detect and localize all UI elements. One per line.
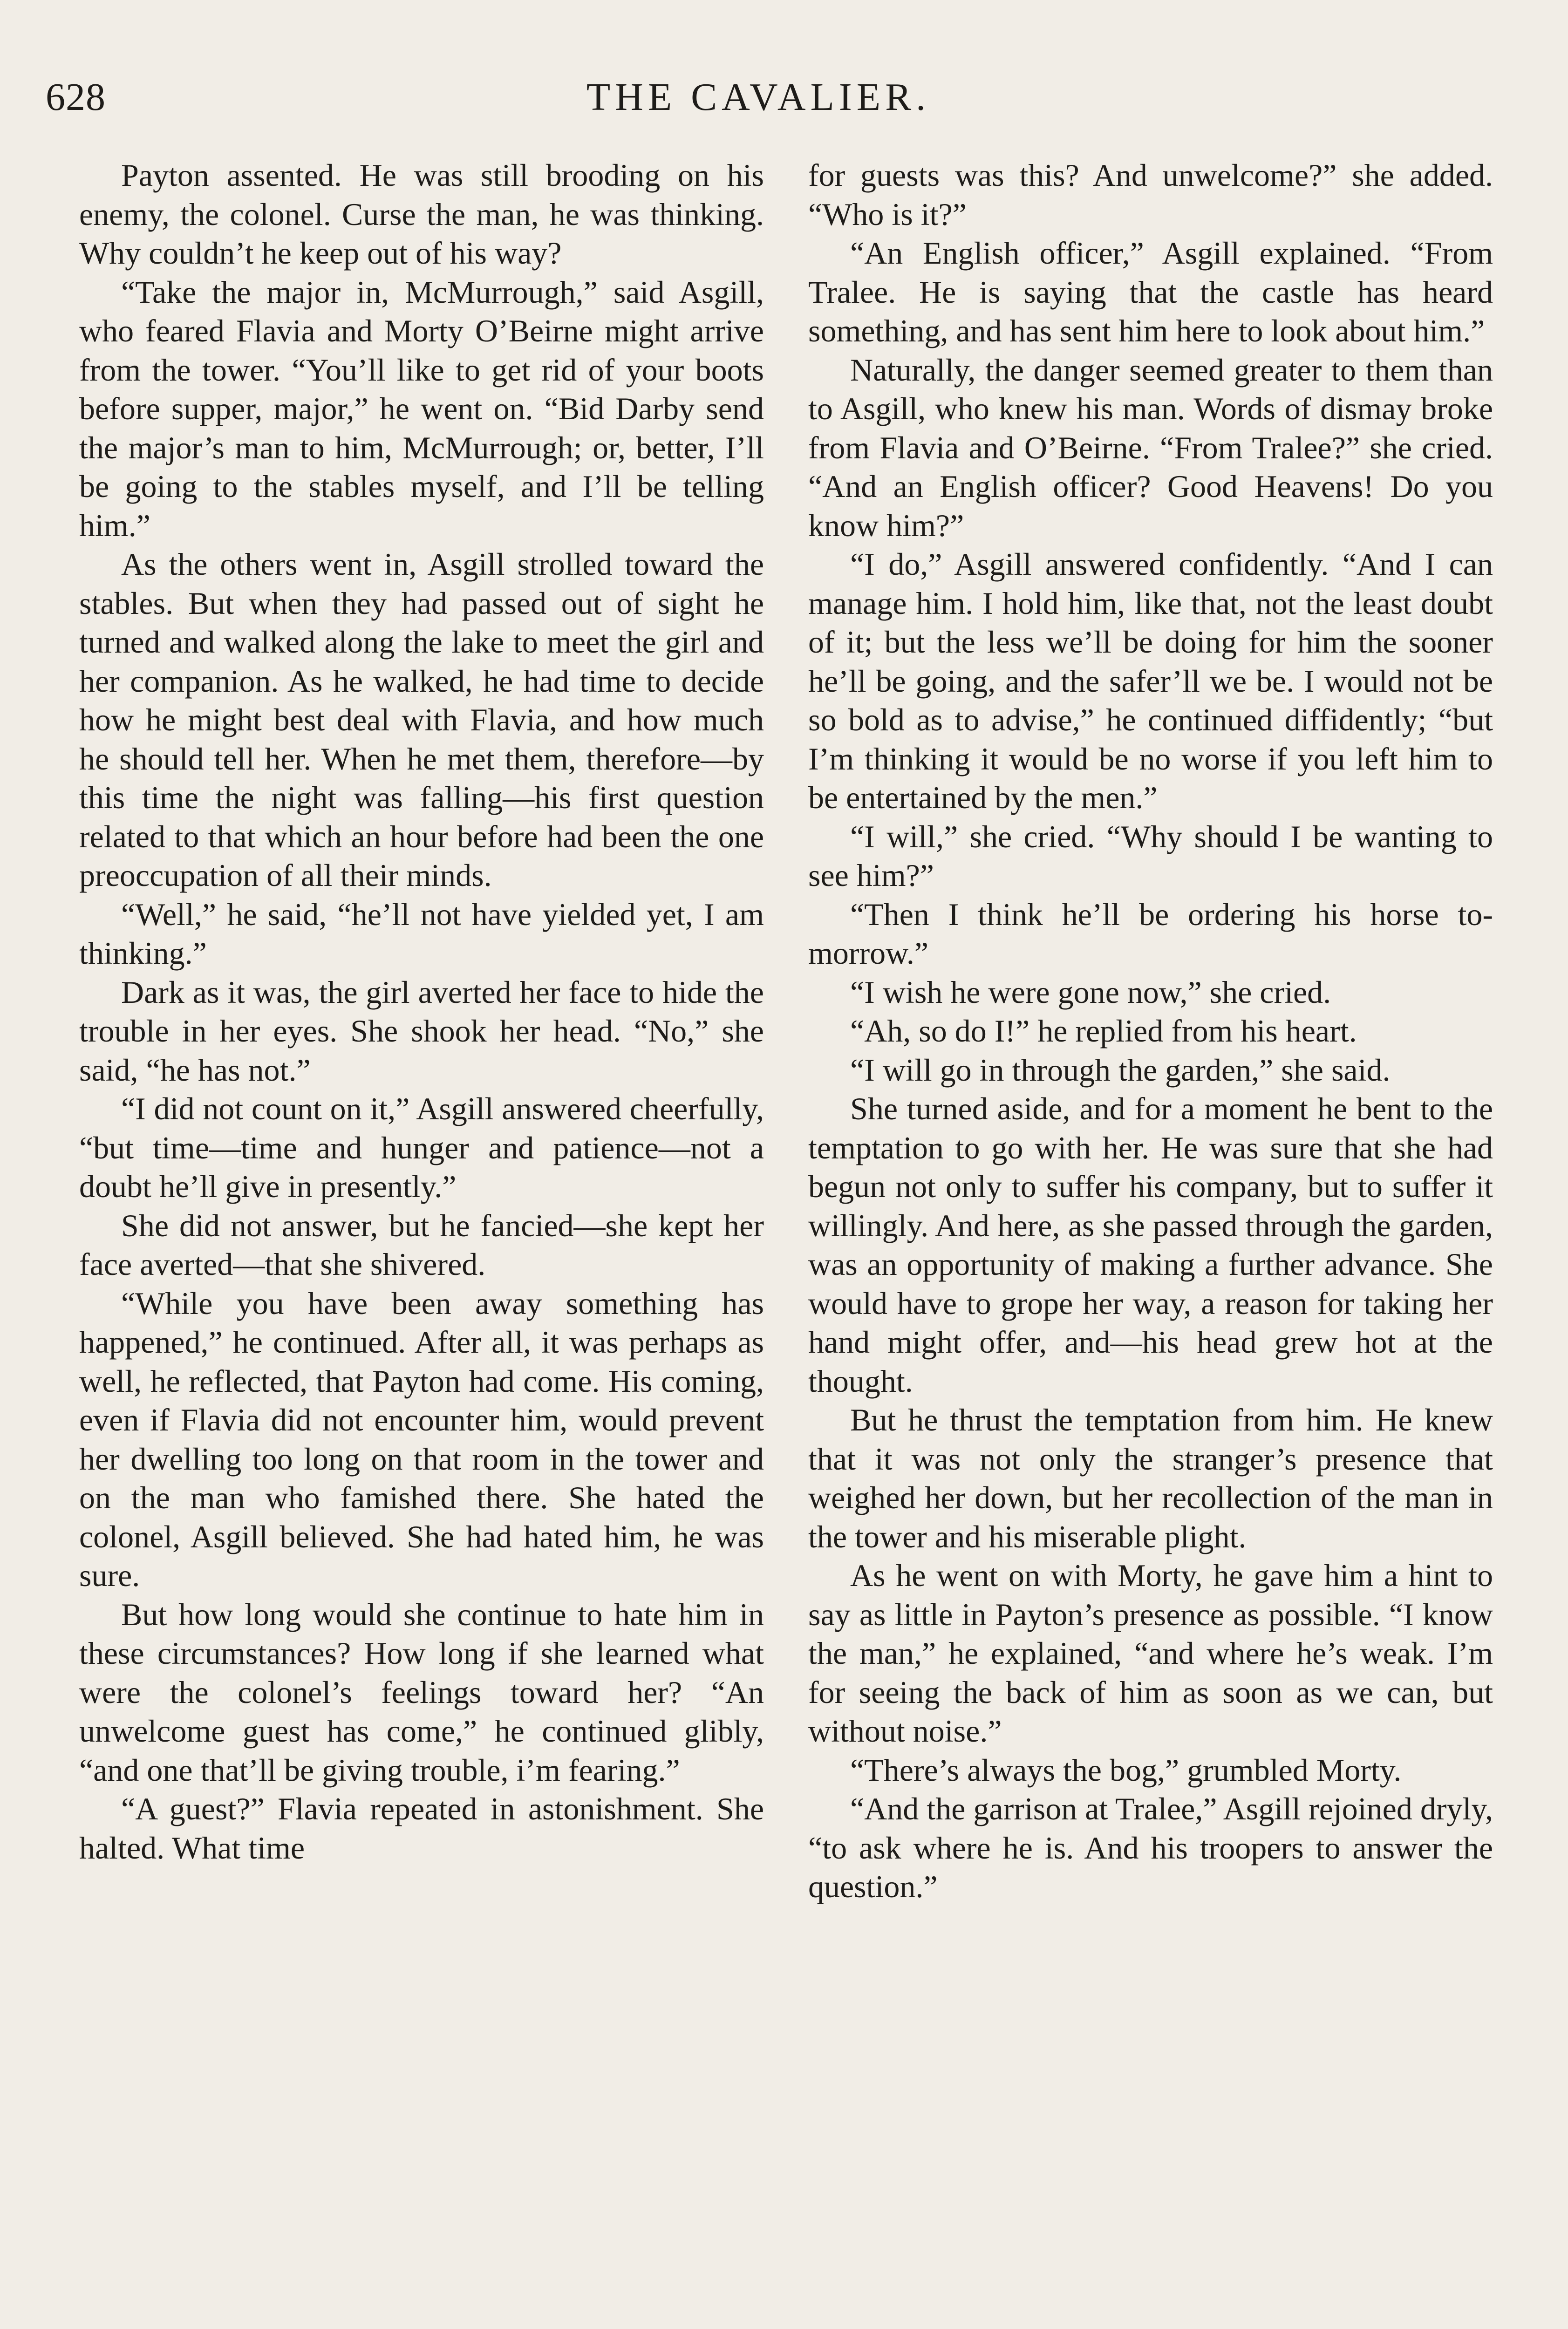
paragraph: She did not answer, but he fancied—she kept her face averted—that she shivered. [79, 1207, 764, 1282]
paragraph: “An English officer,” Asgill explained. “From Tralee. He is saying that the castle has heard something, and has sent him here to look about him.” [808, 235, 1493, 348]
paragraph: “Take the major in, McMurrough,” said Asgill, who feared Flavia and Morty O’Beirne might arrive from the tower. “You’ll like to get rid of your boots before supper, major,” he went on. “Bid Darby send the major’s man to him, McMurrough; or, better, I’ll be going to the stables myself, and I’ll be telling him.” [79, 274, 764, 543]
paragraph: “I will go in through the garden,” she said. [850, 1052, 1391, 1088]
paragraph: “I will,” she cried. “Why should I be wanting to see him?” [808, 818, 1493, 893]
paragraph: As he went on with Morty, he gave him a hint to say as little in Payton’s presence as possible. “I know the man,” he explained, “and where he’s weak. I’m for seeing the back of him as soon as we can, but without noise.” [808, 1558, 1493, 1749]
paragraph: “I did not count on it,” Asgill answered cheerfully, “but time—time and hunger and patience—not a doubt he’ll give in presently.” [79, 1091, 764, 1204]
paragraph: But he thrust the temptation from him. He knew that it was not only the stranger’s presence that weighed her down, but her recollection of the man in the tower and his miserable plight. [808, 1402, 1493, 1554]
paragraph: She turned aside, and for a moment he bent to the temptation to go with her. He was sure that she had begun not only to suffer his company, but to suffer it willingly. And here, as she passed through the garden, was an opportunity of making a further advance. She would have to grope her way, a reason for taking her hand might offer, and—his head grew hot at the thought. [808, 1091, 1493, 1399]
paragraph: “A guest?” Flavia repeated in astonishment. She halted. What time [79, 1791, 764, 1866]
paragraph: “Then I think he’ll be ordering his horse to-morrow.” [808, 896, 1493, 971]
right-column [808, 156, 1493, 1907]
paragraph: As the others went in, Asgill strolled toward the stables. But when they had passed out of sight he turned and walked along the lake to meet the girl and her companion. As he walked, he had time to decide how he might best deal with Flavia, and how much he should tell her. When he met them, therefore—by this time the night was falling—his first question related to that which an hour before had been the one preoccupation of all their minds. [79, 546, 764, 893]
paragraph: Payton assented. He was still brooding on his enemy, the colonel. Curse the man, he was thinking. Why couldn’t he keep out of his way? [79, 157, 764, 271]
paragraph: But how long would she continue to hate him in these circumstances? How long if she learned what were the colonel’s feelings toward her? “An unwelcome guest has come,” he continued glibly, “and one that’ll be giving trouble, i’m fearing.” [79, 1596, 764, 1788]
paragraph: for guests was this? And unwelcome?” she added. “Who is it?” [808, 157, 1493, 232]
paragraph: “Well,” he said, “he’ll not have yielded yet, I am thinking.” [79, 896, 764, 971]
paragraph: Dark as it was, the girl averted her face to hide the trouble in her eyes. She shook her head. “No,” she said, “he has not.” [79, 974, 764, 1088]
paragraph: “There’s always the bog,” grumbled Morty. [850, 1752, 1402, 1788]
paragraph: “Ah, so do I!” he replied from his heart. [850, 1013, 1357, 1049]
left-column [79, 156, 764, 1867]
paragraph: “I wish he were gone now,” she cried. [850, 974, 1331, 1010]
paragraph: “While you have been away something has happened,” he continued. After all, it was perhaps as well, he reflected, that Payton had come. His coming, even if Flavia did not encounter him, would prevent her dwelling too long on that room in the tower and on the man who famished there. She hated the colonel, Asgill believed. She had hated him, he was sure. [79, 1285, 764, 1593]
paragraph: “I do,” Asgill answered confidently. “And I can manage him. I hold him, like that, not the least doubt of it; but the less we’ll be doing for him the sooner he’ll be going, and the safer’ll we be. I would not be so bold as to advise,” he continued diffidently; “but I’m thinking it would be no worse if you left him to be entertained by the men.” [808, 546, 1493, 815]
page-header [46, 70, 1471, 135]
paragraph: “And the garrison at Tralee,” Asgill rejoined dryly, “to ask where he is. And his troopers to answer the question.” [808, 1791, 1493, 1904]
paragraph: Naturally, the danger seemed greater to them than to Asgill, who knew his man. Words of dismay broke from Flavia and O’Beirne. “From Tralee?” she cried. “And an English officer? Good Heavens! Do you know him?” [808, 352, 1493, 543]
running-title: THE CAVALIER. [586, 75, 931, 119]
page-number: 628 [46, 75, 106, 119]
